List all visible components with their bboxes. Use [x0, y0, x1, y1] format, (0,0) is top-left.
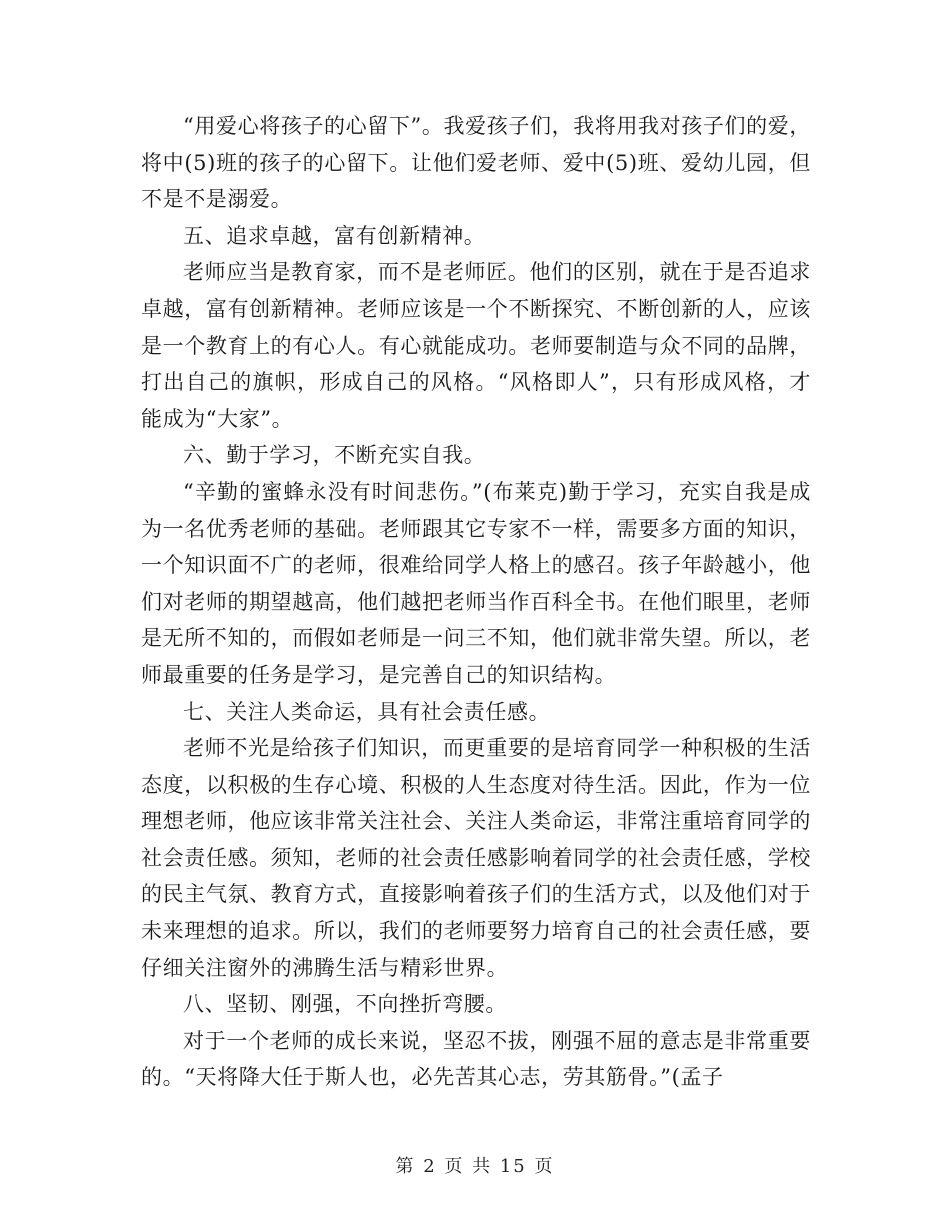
paragraph-social-responsibility: 老师不光是给孩子们知识，而更重要的是培育同学一种积极的生活态度，以积极的生存心境、积极的人生态度对待生活。因此，作为一位理想老师，他应该非常关注社会、关注人类命运，非常注重培育同学的社会责任感。须知，老师的社会责任感影响着同学的社会责任感，学校的民主气氛、教育方式，直接影响着孩子们的生活方式，以及他们对于未来理想的追求。所以，我们的老师要努力培育自己的社会责任感，要仔细关注窗外的沸腾生活与精彩世界。 — [141, 736, 811, 980]
heading-section-7: 七、关注人类命运，具有社会责任感。 — [183, 699, 551, 724]
paragraph-love-children: “用爱心将孩子的心留下”。我爱孩子们，我将用我对孩子们的爱，将中(5)班的孩子的心留下。让他们爱老师、爱中(5)班、爱幼儿园，但不是不是溺爱。 — [141, 114, 811, 212]
document-body — [141, 108, 811, 1096]
paragraph-diligent-learning: “辛勤的蜜蜂永没有时间悲伤。”(布莱克)勤于学习，充实自我是成为一名优秀老师的基础。老师跟其它专家不一样，需要多方面的知识，一个知识面不广的老师，很难给同学人格上的感召。孩子年龄越小，他们对老师的期望越高，他们越把老师当作百科全书。在他们眼里，老师是无所不知的，而假如老师是一问三不知，他们就非常失望。所以，老师最重要的任务是学习，是完善自己的知识结构。 — [141, 479, 811, 687]
page-number-footer: 第 2 页 共 15 页 — [395, 1156, 555, 1177]
paragraph-pursue-excellence: 老师应当是教育家，而不是老师匠。他们的区别，就在于是否追求卓越，富有创新精神。老师应该是一个不断探究、不断创新的人，应该是一个教育上的有心人。有心就能成功。老师要制造与众不同的品牌，打出自己的旗帜，形成自己的风格。“风格即人”，只有形成风格，才能成为“大家”。 — [141, 260, 811, 431]
paragraph-perseverance: 对于一个老师的成长来说，坚忍不拔，刚强不屈的意志是非常重要的。“天将降大任于斯人也，必先苦其心志，劳其筋骨。”(孟子 — [141, 1028, 811, 1090]
heading-section-8: 八、坚韧、刚强，不向挫折弯腰。 — [183, 992, 507, 1017]
heading-section-6: 六、勤于学习，不断充实自我。 — [183, 443, 486, 468]
heading-section-5: 五、追求卓越，富有创新精神。 — [183, 223, 486, 248]
